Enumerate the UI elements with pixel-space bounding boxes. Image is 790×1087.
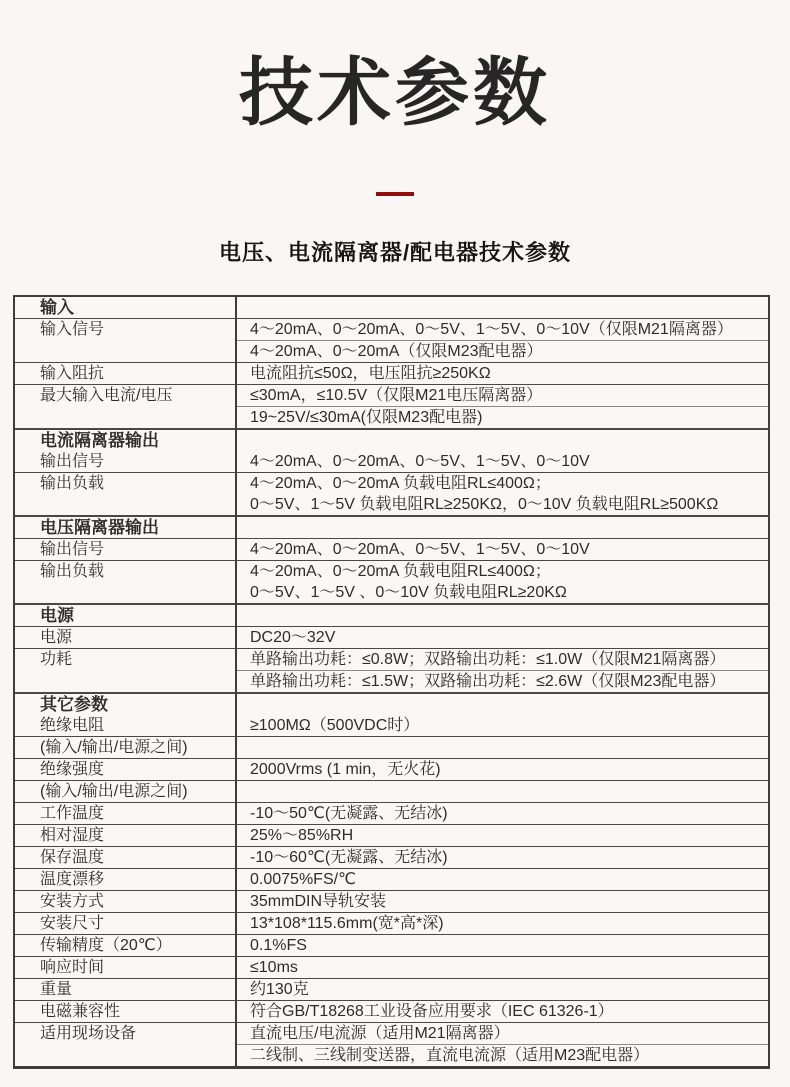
table-row: [14, 429, 769, 473]
spec-label-cell: (输入/输出/电源之间): [14, 737, 236, 759]
spec-value: 4～20mA、0～20mA、0～5V、1～5V、0～10V: [250, 453, 590, 471]
spec-value-cell: [236, 737, 769, 759]
table-row: [14, 627, 769, 649]
spec-value-cell: [236, 296, 769, 319]
spec-value-cell: 符合GB/T18268工业设备应用要求（IEC 61326-1）: [236, 1001, 769, 1023]
spec-value-cell: 单路输出功耗：≤1.5W；双路输出功耗：≤2.6W（仅限M23配电器）: [236, 671, 769, 694]
spec-value-cell: 2000Vrms (1 min，无火花): [236, 759, 769, 781]
table-row: [14, 604, 769, 627]
spec-value-cell: 二线制、三线制变送器，直流电流源（适用M23配电器）: [236, 1045, 769, 1068]
spec-label: 输出信号: [40, 453, 105, 471]
spec-label-cell: 输入信号: [14, 319, 236, 363]
spec-value-cell: 4～20mA、0～20mA、0～5V、1～5V、0～10V: [236, 539, 769, 561]
spec-label-cell: 安装方式: [14, 891, 236, 913]
spec-table: [13, 295, 770, 1069]
page-subtitle: 电压、电流隔离器/配电器技术参数: [218, 240, 572, 266]
spec-value-cell: [236, 693, 769, 737]
spec-value-cell: 19~25V/≤30mA(仅限M23配电器): [236, 407, 769, 430]
spec-label-cell: 输出信号: [14, 539, 236, 561]
spec-label-cell: 功耗: [14, 649, 236, 694]
spec-value-cell: 25%～85%RH: [236, 825, 769, 847]
spec-value-cell: 4～20mA、0～20mA、0～5V、1～5V、0～10V（仅限M21隔离器）: [236, 319, 769, 341]
spec-label-cell: 相对湿度: [14, 825, 236, 847]
spec-value-cell: 0.0075%FS/℃: [236, 869, 769, 891]
spec-value-cell: DC20～32V: [236, 627, 769, 649]
spec-label-cell: 电磁兼容性: [14, 1001, 236, 1023]
spec-label-cell: 传输精度（20℃）: [14, 935, 236, 957]
spec-value: 4～20mA、0～20mA 负载电阻RL≤400Ω；: [250, 563, 551, 581]
spec-label-cell: (输入/输出/电源之间): [14, 781, 236, 803]
table-row: [14, 473, 769, 517]
spec-label-cell: 响应时间: [14, 957, 236, 979]
spec-value-cell: ≤30mA，≤10.5V（仅限M21电压隔离器）: [236, 385, 769, 407]
red-dash-divider: [376, 192, 414, 196]
table-row: [14, 539, 769, 561]
spec-value-cell: 约130克: [236, 979, 769, 1001]
table-row: [14, 935, 769, 957]
spec-label-cell: 安装尺寸: [14, 913, 236, 935]
spec-value-cell: 0.1%FS: [236, 935, 769, 957]
spec-label-cell: 温度漂移: [14, 869, 236, 891]
spec-label-cell: 适用现场设备: [14, 1023, 236, 1068]
spec-value-cell: -10～60℃(无凝露、无结冰): [236, 847, 769, 869]
section-header-cell: 电压隔离器输出: [14, 516, 236, 539]
spec-label-cell: 输出负载: [14, 561, 236, 605]
spec-label-cell: 输出负载: [14, 473, 236, 517]
table-row: [14, 781, 769, 803]
table-row: [14, 803, 769, 825]
section-and-label-cell: [14, 693, 236, 737]
spec-label: 绝缘电阻: [40, 717, 105, 735]
spec-value-cell: 4～20mA、0～20mA（仅限M23配电器）: [236, 341, 769, 363]
spec-label-cell: 最大输入电流/电压: [14, 385, 236, 430]
table-row: [14, 979, 769, 1001]
table-row: [14, 891, 769, 913]
spec-label-cell: 绝缘强度: [14, 759, 236, 781]
spec-value-cell: ≤10ms: [236, 957, 769, 979]
spec-value-cell: 直流电压/电流源（适用M21隔离器）: [236, 1023, 769, 1045]
spec-value-cell: [236, 429, 769, 473]
table-row: [14, 825, 769, 847]
spec-value-cell: 13*108*115.6mm(宽*高*深): [236, 913, 769, 935]
spec-value: ≥100MΩ（500VDC时）: [250, 717, 420, 735]
section-header-cell: 输入: [14, 296, 236, 319]
spec-value-cell: 单路输出功耗：≤0.8W；双路输出功耗：≤1.0W（仅限M21隔离器）: [236, 649, 769, 671]
spec-label-cell: 输入阻抗: [14, 363, 236, 385]
section-and-label-cell: [14, 429, 236, 473]
table-row: [14, 363, 769, 385]
table-row: [14, 737, 769, 759]
spec-label-cell: 重量: [14, 979, 236, 1001]
spec-value-cell: 电流阻抗≤50Ω，电压阻抗≥250KΩ: [236, 363, 769, 385]
spec-label-cell: 保存温度: [14, 847, 236, 869]
page-title: 技术参数: [239, 51, 551, 134]
table-row: [14, 869, 769, 891]
spec-value-cell: [236, 604, 769, 627]
table-row: [14, 693, 769, 737]
table-row: [14, 296, 769, 319]
section-title: 其它参数: [40, 695, 108, 715]
table-row: [14, 649, 769, 671]
table-row: [14, 1023, 769, 1045]
spec-label-cell: 工作温度: [14, 803, 236, 825]
section-header-cell: 电源: [14, 604, 236, 627]
table-row: [14, 385, 769, 407]
section-title: 电流隔离器输出: [40, 431, 159, 451]
spec-value-cell: [236, 561, 769, 605]
spec-value-cell: [236, 516, 769, 539]
table-row: [14, 759, 769, 781]
table-row: [14, 957, 769, 979]
table-row: [14, 913, 769, 935]
spec-value: 0～5V、1～5V 、0～10V 负载电阻RL≥20KΩ: [250, 584, 567, 602]
spec-value: 0～5V、1～5V 负载电阻RL≥250KΩ，0～10V 负载电阻RL≥500KΩ: [250, 496, 719, 514]
table-row: [14, 1001, 769, 1023]
spec-value-cell: -10～50℃(无凝露、无结冰): [236, 803, 769, 825]
table-row: [14, 847, 769, 869]
spec-label-cell: 电源: [14, 627, 236, 649]
spec-value-cell: 35mmDIN导轨安装: [236, 891, 769, 913]
table-row: [14, 319, 769, 341]
table-row: [14, 561, 769, 605]
spec-value-cell: [236, 473, 769, 517]
spec-value-cell: [236, 781, 769, 803]
table-row: [14, 516, 769, 539]
spec-value: 4～20mA、0～20mA 负载电阻RL≤400Ω；: [250, 475, 551, 493]
